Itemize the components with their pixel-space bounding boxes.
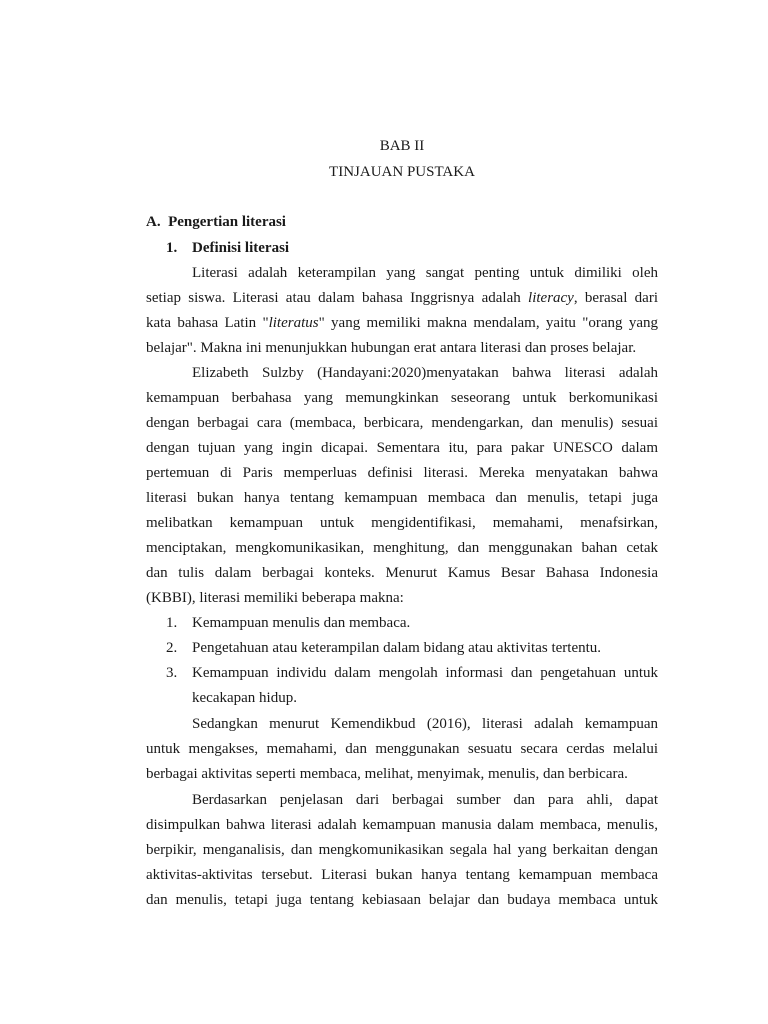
paragraph-line: Elizabeth Sulzby (Handayani:2020)menyatakan bahwa literasi adalah (192, 365, 658, 381)
italic-term: literacy (528, 290, 574, 306)
paragraph-line: belajar". Makna ini menunjukkan hubungan erat antara literasi dan proses belajar. (146, 340, 637, 356)
paragraph-line: Sedangkan menurut Kemendikbud (2016), literasi adalah kemampuan (192, 716, 658, 732)
list-item: Kemampuan individu dalam mengolah informasi dan pengetahuan untuk (192, 665, 658, 681)
list-item: Pengetahuan atau keterampilan dalam bidang atau aktivitas tertentu. (192, 640, 602, 656)
paragraph-line: dan menulis, tetapi juga tentang kebiasaan belajar dan budaya membaca untuk (146, 892, 658, 908)
paragraph-line: untuk mengakses, memahami, dan menggunakan sesuatu secara cerdas melalui (146, 741, 658, 757)
section-label: A. (146, 214, 161, 230)
paragraph-line: berpikir, menganalisis, dan mengkomunikasikan segala hal yang berkaitan dengan (146, 842, 658, 858)
subsection-heading (166, 238, 289, 258)
paragraph-line: kata bahasa Latin "literatus" yang memiliki makna mendalam, yaitu "orang yang (146, 315, 659, 331)
paragraph-line: Berdasarkan penjelasan dari berbagai sumber dan para ahli, dapat (192, 792, 658, 808)
italic-term: literatus (268, 315, 319, 331)
paragraph-line: dengan tujuan yang ingin dicapai. Sementara itu, para pakar UNESCO dalam (146, 440, 658, 456)
list-item-continued: kecakapan hidup. (192, 690, 297, 706)
paragraph-line: aktivitas-aktivitas tersebut. Literasi bukan hanya tentang kemampuan membaca (146, 867, 658, 883)
paragraph-line: setiap siswa. Literasi atau dalam bahasa Inggrisnya adalah literacy, berasal dari (146, 290, 659, 306)
list-item: Kemampuan menulis dan membaca. (192, 615, 411, 631)
list-item-number: 2. (166, 640, 178, 656)
list-item-number: 1. (166, 615, 178, 631)
paragraph-line: (KBBI), literasi memiliki beberapa makna: (146, 590, 404, 606)
list-item-number: 3. (166, 665, 178, 681)
paragraph-line: pertemuan di Paris memperluas definisi literasi. Mereka menyatakan bahwa (146, 465, 658, 481)
section-heading (146, 212, 286, 232)
paragraph-line: literasi bukan hanya tentang kemampuan membaca dan menulis, tetapi juga (146, 490, 658, 506)
paragraph-line: disimpulkan bahwa literasi adalah kemampuan manusia dalam membaca, menulis, (146, 817, 658, 833)
chapter-title: TINJAUAN PUSTAKA (329, 164, 475, 180)
paragraph-line: dan tulis dalam berbagai konteks. Menurut Kamus Besar Bahasa Indonesia (146, 565, 658, 581)
paragraph-line: berbagai aktivitas seperti membaca, melihat, menyimak, menulis, dan berbicara. (146, 766, 628, 782)
subsection-title: Definisi literasi (192, 240, 290, 256)
paragraph-line: Literasi adalah keterampilan yang sangat penting untuk dimiliki oleh (192, 265, 658, 281)
paragraph-line: melibatkan kemampuan untuk mengidentifikasi, memahami, menafsirkan, (146, 515, 658, 531)
section-title: Pengertian literasi (168, 214, 286, 230)
paragraph-line: kemampuan berbahasa yang memungkinkan seseorang untuk berkomunikasi (146, 390, 658, 406)
paragraph-line: menciptakan, mengkomunikasikan, menghitung, dan menggunakan bahan cetak (146, 540, 658, 556)
chapter-number: BAB II (379, 138, 425, 154)
paragraph-line: dengan berbagai cara (membaca, berbicara, mendengarkan, dan menulis) sesuai (146, 415, 658, 431)
subsection-label: 1. (166, 240, 178, 256)
